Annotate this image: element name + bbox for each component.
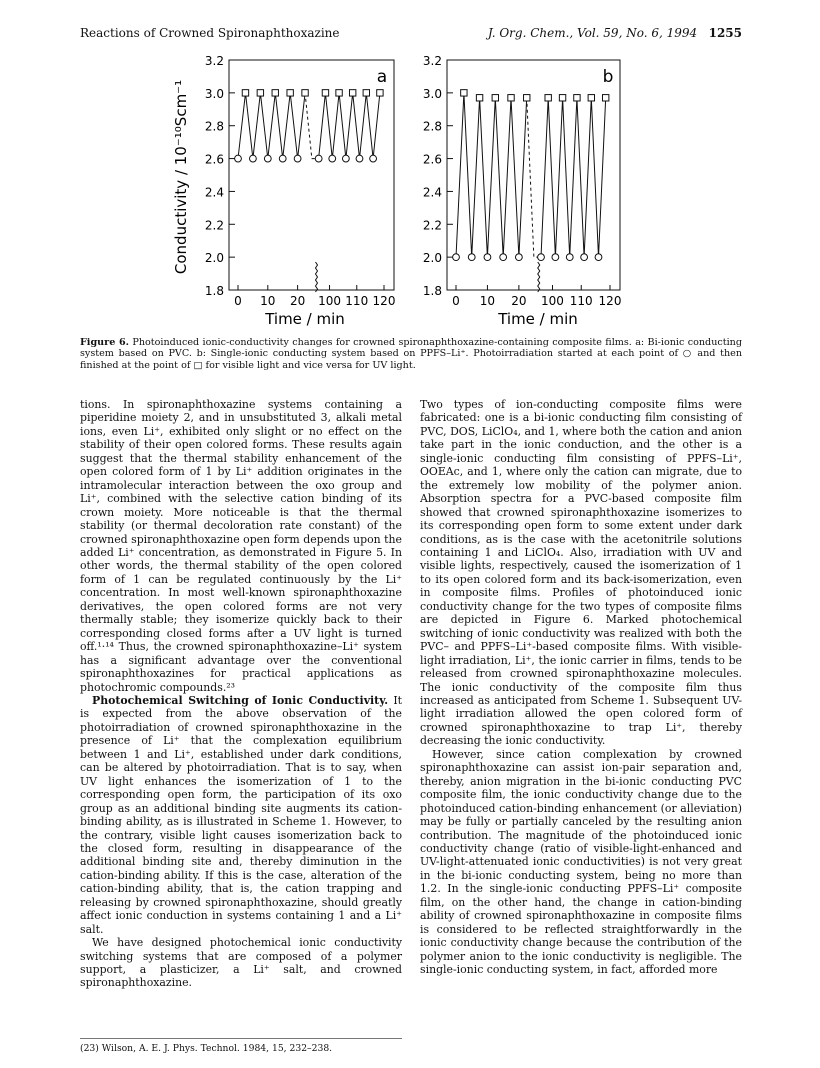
data-point-visible: [492, 95, 498, 101]
panel-label-a: a: [376, 67, 388, 87]
data-point-uv: [356, 155, 363, 162]
data-point-uv: [315, 155, 322, 162]
figure-caption: [80, 337, 742, 371]
y-tick-label: 2.4: [422, 185, 442, 200]
y-tick-label: 2.2: [422, 218, 442, 233]
data-point-visible: [349, 90, 355, 96]
data-point-uv: [552, 254, 559, 261]
y-tick-label: 2.6: [204, 152, 224, 167]
right-paragraph-1: Two types of ion-conducting composite films were fabricated: one is a bi-ionic conducting film consisting of PVC, DOS, LiClO₄, and 1, where both the cation and anion take part in the ionic conduction, and the other is a single-ionic conducting film consisting of PPFS–Li⁺, OOEAc, and 1, where only the cation can migrate, due to the extremely low mobility of the polymer anion. Absorption spectra for a PVC-based composite film showed that crowned spironaphthoxazine isomerizes to its corresponding open form to some extent under dark conditions, as is the case with the acetonitrile solutions containing 1 and LiClO₄. Also, irradiation with UV and visible lights, respectively, caused the isomerization of 1 to its open colored form and its back-isomerization, even in composite films. Profiles of photoinduced ionic conductivity change for the two types of composite films are depicted in Figure 6. Marked photochemical switching of ionic conductivity was realized with both the PVC– and PPFS–Li⁺-based composite films. With visible-light irradiation, Li⁺, the ionic carrier in films, tends to be released from crowned spironaphthoxazine molecules. The ionic conductivity of the composite film thus increased as anticipated from Scheme 1. Subsequent UV-light irradiation allowed the open colored form of crowned spironaphthoxazine to trap Li⁺, thereby decreasing the ionic conductivity.: [420, 398, 742, 748]
data-point-visible: [559, 95, 565, 101]
y-tick-label: 2.2: [204, 218, 224, 233]
data-point-uv: [235, 155, 242, 162]
y-tick-label: 2.8: [204, 119, 224, 134]
data-point-visible: [508, 95, 514, 101]
data-point-visible: [524, 95, 530, 101]
footnote: (23) Wilson, A. E. J. Phys. Technol. 1984, 15, 232–238.: [80, 1038, 402, 1054]
journal-name: J. Org. Chem., Vol. 59, No. 6, 1994: [487, 26, 698, 40]
data-point-visible: [574, 95, 580, 101]
y-tick-label: 2.4: [204, 185, 224, 200]
figure-6: [0, 0, 820, 335]
data-point-visible: [272, 90, 278, 96]
data-point-uv: [538, 254, 545, 261]
x-tick-label: 0: [452, 294, 460, 308]
data-point-visible: [588, 95, 594, 101]
data-point-visible: [242, 90, 248, 96]
running-title: Reactions of Crowned Spironaphthoxazine: [80, 26, 340, 40]
y-tick-label: 3.0: [204, 86, 224, 101]
panel-b: [423, 54, 622, 308]
data-point-visible: [322, 90, 328, 96]
series-line-segment-2: [319, 93, 380, 159]
data-point-visible: [476, 95, 482, 101]
x-tick-label: 120: [372, 294, 396, 308]
data-point-uv: [566, 254, 573, 261]
x-tick-label: 10: [260, 294, 276, 308]
series-line-segment-2: [541, 98, 606, 257]
series-line-segment-1: [456, 93, 527, 257]
left-column: [80, 398, 402, 990]
left-paragraph-3: We have designed photochemical ionic conductivity switching systems that are composed of a polymer support, a plasticizer, a Li⁺ salt, and crowned spironaphthoxazine.: [80, 936, 402, 990]
data-point-visible: [363, 90, 369, 96]
data-point-uv: [468, 254, 475, 261]
data-point-visible: [287, 90, 293, 96]
data-point-uv: [500, 254, 507, 261]
panel-a: [205, 54, 396, 308]
data-point-uv: [595, 254, 602, 261]
data-point-uv: [329, 155, 336, 162]
right-column: [420, 398, 742, 976]
x-tick-label: 120: [598, 294, 622, 308]
axis-break-mark: [538, 262, 540, 292]
x-tick-label: 110: [569, 294, 593, 308]
data-point-visible: [545, 95, 551, 101]
data-point-visible: [336, 90, 342, 96]
x-axis-label-a: Time / min: [265, 310, 345, 328]
data-point-uv: [453, 254, 460, 261]
x-tick-label: 110: [345, 294, 369, 308]
series-line-break-dashed: [527, 98, 541, 257]
data-point-uv: [250, 155, 257, 162]
x-tick-label: 100: [318, 294, 341, 308]
data-point-uv: [581, 254, 588, 261]
y-tick-label: 2.0: [422, 251, 442, 266]
axis-break-mark: [315, 262, 317, 292]
data-point-uv: [484, 254, 491, 261]
left-paragraph-2: [80, 694, 402, 936]
y-tick-label: 2.8: [422, 119, 442, 134]
data-point-uv: [294, 155, 301, 162]
data-point-uv: [370, 155, 377, 162]
x-tick-label: 10: [479, 294, 496, 308]
left-paragraph-1: tions. In spironaphthoxazine systems containing a piperidine moiety 2, and in unsubstituted 3, alkali metal ions, even Li⁺, exhibited only slight or no effect on the stability of their open colored forms. These results again suggest that the thermal stability enhancement of the open colored form of 1 by Li⁺ addition originates in the intramolecular interaction between the oxo group and Li⁺, combined with the selective cation binding of its crown moiety. More noticeable is that the thermal stability (or thermal decoloration rate constant) of the crowned spironaphthoxazine open form depends upon the added Li⁺ concentration, as demonstrated in Figure 5. In other words, the thermal stability of the open colored form of 1 can be regulated continuously by the Li⁺ concentration. In most well-known spironaphthoxazine derivatives, the open colored forms are not very thermally stable; they isomerize quickly back to their corresponding closed forms after a UV light is turned off.¹·¹⁴ Thus, the crowned spironaphthoxazine–Li⁺ system has a significant advantage over the conventional spironaphthoxazines for practical applications as photochromic compounds.²³: [80, 398, 402, 694]
series-line-segment-1: [238, 93, 305, 159]
y-tick-label: 1.8: [422, 284, 442, 298]
x-axis-label-b: Time / min: [498, 310, 578, 328]
data-point-visible: [257, 90, 263, 96]
section-heading: Photochemical Switching of Ionic Conductivity.: [92, 693, 389, 707]
y-tick-label: 1.8: [204, 284, 224, 298]
data-point-uv: [342, 155, 349, 162]
y-tick-label: 2.0: [204, 251, 224, 266]
y-tick-label: 3.2: [204, 54, 224, 68]
caption-label: Figure 6.: [80, 337, 129, 348]
data-point-visible: [602, 95, 608, 101]
x-tick-label: 0: [234, 294, 242, 308]
data-point-uv: [264, 155, 271, 162]
data-point-visible: [461, 90, 467, 96]
x-tick-label: 20: [289, 294, 306, 308]
panel-label-b: b: [602, 67, 614, 87]
x-tick-label: 20: [511, 294, 527, 308]
y-tick-label: 3.2: [422, 54, 442, 68]
series-line-break-dashed: [305, 93, 319, 159]
y-tick-label: 3.0: [422, 86, 442, 101]
data-point-uv: [279, 155, 286, 162]
x-tick-label: 100: [541, 294, 564, 308]
left-paragraph-2-text: It is expected from the above observation of the photoirradiation of crowned spironaphthoxazine in the presence of Li⁺ that the complexation equilibrium between 1 and Li⁺, established under dark conditions, can be altered by photoirradiation. That is to say, when UV light enhances the isomerization of 1 to the corresponding open form, the participation of its oxo group as an additional binding site augments its cation-binding ability, as is illustrated in Scheme 1. However, to the contrary, visible light causes isomerization back to the closed form, resulting in disappearance of the additional binding site and, thereby diminution in the cation-binding ability. If this is the case, alteration of the cation-binding ability, that is, the cation trapping and releasing by crowned spironaphthoxazine, should greatly affect ionic conduction in systems containing 1 and a Li⁺ salt.: [80, 693, 402, 936]
data-point-visible: [377, 90, 383, 96]
page-number: 1255: [708, 26, 742, 40]
y-tick-label: 2.6: [422, 152, 442, 167]
data-point-uv: [515, 254, 522, 261]
y-axis-label: Conductivity / 10⁻¹⁰Scm⁻¹: [172, 79, 190, 275]
data-point-visible: [302, 90, 308, 96]
right-paragraph-2: However, since cation complexation by crowned spironaphthoxazine can assist ion-pair separation and, thereby, anion migration in the bi-ionic conducting PVC composite film, the ionic conductivity change due to the photoinduced cation-binding enhancement (or alleviation) may be fully or partially canceled by the resulting anion contribution. The magnitude of the photoinduced ionic conductivity change (ratio of visible-light-enhanced and UV-light-attenuated ionic conductivities) is not very great in the bi-ionic conducting system, being no more than 1.2. In the single-ionic conducting PPFS–Li⁺ composite film, on the other hand, the change in cation-binding ability of crowned spironaphthoxazine in composite films is considered to be reflected straightforwardly in the ionic conductivity change because the contribution of the polymer anion to the ionic conductivity is negligible. The single-ionic conducting system, in fact, afforded more: [420, 747, 742, 977]
caption-text: Photoinduced ionic-conductivity changes for crowned spironaphthoxazine-containing composite films. a: Bi-ionic conducting system based on PVC. b: Single-ionic conducting system based on PPFS–Li⁺. Photoirradiation started at each point of ○ and then finished at the point of □ for visible light and vice versa for UV light.: [80, 337, 742, 371]
